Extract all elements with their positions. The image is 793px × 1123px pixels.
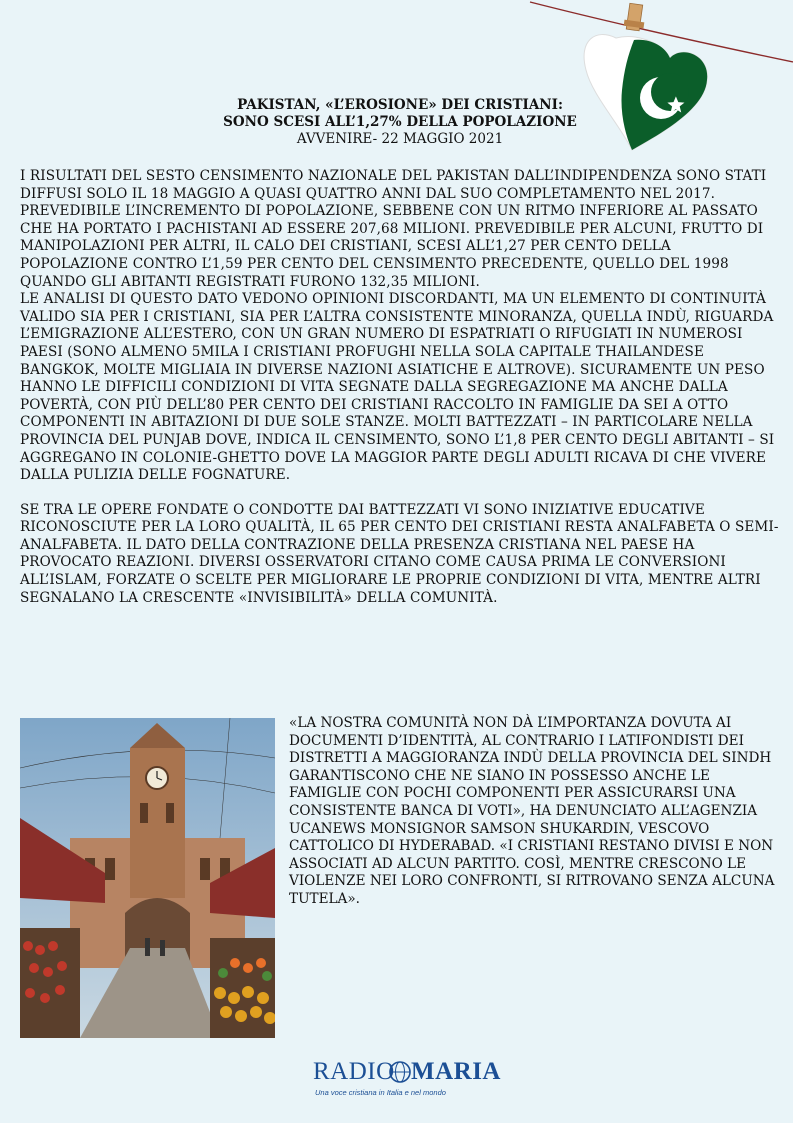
article-source: AVVENIRE- 22 MAGGIO 2021: [296, 131, 504, 147]
market-clock-tower-photo: [20, 718, 275, 1038]
pakistan-heart-decoration: [520, 0, 793, 175]
paragraph-3: SE TRA LE OPERE FONDATE O CONDOTTE DAI BATTEZZATI VI SONO INIZIATIVE EDUCATIVE RICONOSCIUTE PER LA LORO QUALITÀ, IL 65 PER CENTO DEI CRISTIANI RESTA ANALFABETA O SEMI-ANALFABETA. IL DATO DELLA CONTRAZIONE DELLA PRESENZA CRISTIANA NEL PAESE HA PROVOCATO REAZIONI. DIVERSI OSSERVATORI CITANO COME CAUSA PRIMA LE CONVERSIONI ALL’ISLAM, FORZATE O SCELTE PER MIGLIORARE LE PROPRIE CONDIZIONI DI VITA, MENTRE ALTRI SEGNALANO LA CRESCENTE «INVISIBILITÀ» DELLA COMUNITÀ.: [20, 501, 779, 606]
logo-word-radio: RADIO: [313, 1058, 395, 1085]
article-title-line-1: PAKISTAN, «L’EROSIONE» DEI CRISTIANI:: [237, 97, 563, 113]
clothespin-icon: [624, 3, 645, 31]
paragraph-1: I RISULTATI DEL SESTO CENSIMENTO NAZIONALE DEL PAKISTAN DALL’INDIPENDENZA SONO STATI DIFFUSI SOLO IL 18 MAGGIO A QUASI QUATTRO ANNI DAL SUO COMPLETAMENTO NEL 2017. PREVEDIBILE L’INCREMENTO DI POPOLAZIONE, SEBBENE CON UN RITMO INFERIORE AL PASSATO CHE HA PORTATO I PACHISTANI AD ESSERE 207,68 MILIONI. PREVEDIBILE PER ALCUNI, FRUTTO DI MANIPOLAZIONI PER ALTRI, IL CALO DEI CRISTIANI, SCESI ALL’1,27 PER CENTO DELLA POPOLAZIONE CONTRO L’1,59 PER CENTO DEL CENSIMENTO PRECEDENTE, QUELLO DEL 1998 QUANDO GLI ABITANTI REGISTRATI FURONO 132,35 MILIONI.: [20, 168, 767, 290]
logo-tagline: Una voce cristiana in Italia e nel mondo: [315, 1088, 446, 1097]
paragraph-2: LE ANALISI DI QUESTO DATO VEDONO OPINIONI DISCORDANTI, MA UN ELEMENTO DI CONTINUITÀ VALIDO SIA PER I CRISTIANI, SIA PER L’ALTRA CONSISTENTE MINORANZA, QUELLA INDÙ, RIGUARDA L’EMIGRAZIONE ALL’ESTERO, CON UN GRAN NUMERO DI ESPATRIATI O RIFUGIATI IN NUMEROSI PAESI (SONO ALMENO 5MILA I CRISTIANI PROFUGHI NELLA SOLA CAPITALE THAILANDESE BANGKOK, MOLTE MIGLIAIA IN DIVERSE NAZIONI ASIATICHE E ALTROVE). SICURAMENTE UN PESO HANNO LE DIFFICILI CONDIZIONI DI VITA SEGNATE DALLA SEGREGAZIONE MA ANCHE DALLA POVERTÀ, CON PIÙ DELL’80 PER CENTO DEI CRISTIANI RACCOLTO IN FAMIGLIE DA SEI A OTTO COMPONENTI IN ABITAZIONI DI DUE SOLE STANZE. MOLTI BATTEZZATI – IN PARTICOLARE NELLA PROVINCIA DEL PUNJAB DOVE, INDICA IL CENSIMENTO, SONO L’1,8 PER CENTO DEGLI ABITANTI – SI AGGREGANO IN COLONIE-GHETTO DOVE LA MAGGIOR PARTE DEGLI ADULTI RICAVA DI CHE VIVERE DALLA PULIZIA DELLE FOGNATURE.: [20, 291, 775, 484]
bishop-quote: «LA NOSTRA COMUNITÀ NON DÀ L’IMPORTANZA DOVUTA AI DOCUMENTI D’IDENTITÀ, AL CONTRARIO I LATIFONDISTI DEI DISTRETTI A MAGGIORANZA INDÙ DELLA PROVINCIA DEL SINDH GARANTISCONO CHE NE SIANO IN POSSESSO ANCHE LE FAMIGLIE CON POCHI COMPONENTI PER ASSICURARSI UNA CONSISTENTE BANCA DI VOTI», HA DENUNCIATO ALL’AGENZIA UCANEWS MONSIGNOR SAMSON SHUKARDIN, VESCOVO CATTOLICO DI HYDERABAD. «I CRISTIANI RESTANO DIVISI E NON ASSOCIATI AD ALCUN PARTITO. COSÌ, MENTRE CRESCONO LE VIOLENZE NEI LORO CONFRONTI, SI RITROVANO SENZA ALCUNA TUTELA».: [289, 715, 775, 907]
globe-icon: [389, 1060, 411, 1084]
radio-maria-logo: [313, 1058, 501, 1103]
article-header: [150, 97, 650, 148]
article-body: [20, 168, 780, 607]
article-title-line-2: SONO SCESI ALL’1,27% DELLA POPOLAZIONE: [223, 114, 577, 130]
logo-word-maria: MARIA: [411, 1058, 501, 1085]
